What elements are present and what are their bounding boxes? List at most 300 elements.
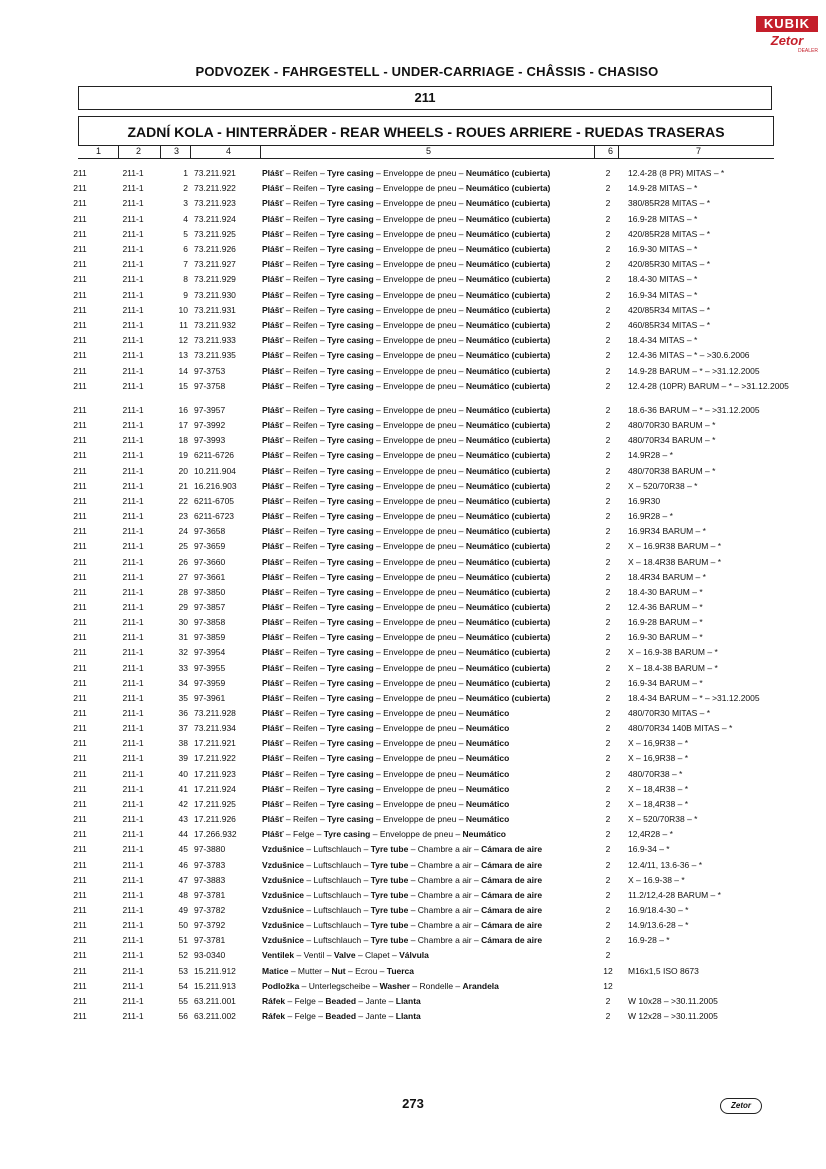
- description-term: Enveloppe de pneu: [383, 244, 457, 254]
- cell-subgroup: 211-1: [122, 289, 144, 300]
- cell-part-number: 16.216.903: [194, 480, 237, 491]
- description-term: Jante: [365, 995, 387, 1006]
- description-term: Enveloppe de pneu: [383, 365, 457, 376]
- cell-group: 211: [73, 420, 87, 431]
- cell-position: 54: [178, 980, 188, 991]
- cell-part-number: 97-3857: [194, 601, 226, 612]
- description-term: Podložka: [262, 980, 300, 991]
- cell-position: 14: [178, 365, 188, 376]
- cell-position: 48: [178, 889, 188, 900]
- cell-description: Plášť – Reifen – Tyre casing – Enveloppe de pneu – Neumático (cubierta): [262, 320, 551, 330]
- cell-group: 211: [73, 198, 87, 209]
- cell-group: 211: [73, 692, 87, 703]
- cell-subgroup: 211-1: [122, 435, 144, 446]
- cell-part-number: 97-3781: [194, 889, 226, 900]
- description-term: Neumático (cubierta): [465, 480, 551, 491]
- cell-note: 480/70R34 140B MITAS – *: [628, 723, 733, 734]
- description-term: Cámara de aire: [481, 920, 543, 931]
- cell-subgroup: 211-1: [122, 213, 144, 224]
- cell-quantity: 2: [605, 168, 611, 178]
- cell-subgroup: 211-1: [122, 844, 144, 855]
- cell-quantity: 2: [605, 950, 611, 961]
- description-term: Plášť: [262, 753, 284, 764]
- description-term: Neumático (cubierta): [465, 365, 551, 376]
- description-term: Neumático (cubierta): [465, 304, 551, 315]
- cell-description: Plášť – Reifen – Tyre casing – Enveloppe de pneu – Neumático (cubierta): [262, 183, 551, 194]
- cell-group: 211: [73, 617, 87, 628]
- description-term: Cámara de aire: [481, 904, 543, 915]
- cell-group: 211: [73, 1011, 87, 1021]
- description-term: Reifen: [293, 571, 318, 582]
- description-term: Felge: [294, 1011, 316, 1021]
- cell-description: Plášť – Reifen – Tyre casing – Enveloppe de pneu – Neumático (cubierta): [262, 259, 551, 270]
- description-term: Reifen: [293, 511, 318, 522]
- description-term: Tyre casing: [327, 511, 374, 522]
- description-term: Tyre tube: [370, 904, 409, 915]
- description-term: Reifen: [293, 198, 318, 209]
- description-term: Neumático (cubierta): [465, 541, 551, 552]
- cell-description: Plášť – Reifen – Tyre casing – Enveloppe de pneu – Neumático: [262, 814, 510, 825]
- cell-subgroup: 211-1: [122, 168, 144, 178]
- col-3: 3: [174, 146, 180, 156]
- cell-part-number: 73.211.932: [194, 320, 236, 330]
- cell-quantity: 2: [605, 844, 611, 855]
- cell-position: 35: [178, 692, 188, 703]
- cell-subgroup: 211-1: [122, 450, 144, 461]
- cell-note: 18.4R34 BARUM – *: [628, 571, 706, 582]
- description-term: Plášť: [262, 168, 284, 178]
- logo-sub: Zetor: [770, 33, 804, 48]
- description-term: Enveloppe de pneu: [383, 783, 457, 794]
- description-term: Enveloppe de pneu: [383, 753, 457, 764]
- cell-note: 380/85R28 MITAS – *: [628, 198, 711, 209]
- description-term: Reifen: [293, 365, 318, 376]
- cell-description: Plášť – Reifen – Tyre casing – Enveloppe de pneu – Neumático (cubierta): [262, 677, 551, 688]
- cell-description: Plášť – Reifen – Tyre casing – Enveloppe de pneu – Neumático: [262, 798, 510, 809]
- description-term: Neumático (cubierta): [465, 320, 551, 330]
- description-term: Neumático (cubierta): [465, 677, 551, 688]
- cell-part-number: 73.211.923: [194, 198, 236, 209]
- description-term: Plášť: [262, 677, 284, 688]
- cell-part-number: 10.211.904: [194, 465, 236, 476]
- description-term: Tyre tube: [370, 920, 409, 931]
- description-term: Reifen: [293, 586, 318, 597]
- description-term: Plášť: [262, 495, 284, 506]
- cell-note: 480/70R38 – *: [628, 768, 683, 779]
- description-term: Tyre casing: [327, 753, 374, 764]
- description-term: Tyre casing: [327, 304, 374, 315]
- cell-description: Podložka – Unterlegscheibe – Washer – Rondelle – Arandela: [262, 980, 499, 991]
- description-term: Neumático: [465, 814, 510, 825]
- cell-group: 211: [73, 920, 87, 931]
- cell-position: 53: [178, 965, 188, 976]
- description-term: Plášť: [262, 798, 284, 809]
- cell-part-number: 63.211.001: [194, 995, 236, 1006]
- cell-note: 16.9-28 – *: [628, 935, 670, 946]
- cell-subgroup: 211-1: [122, 465, 144, 476]
- description-term: Neumático (cubierta): [465, 183, 551, 194]
- description-term: Enveloppe de pneu: [383, 420, 457, 431]
- cell-note: 12.4-28 (10PR) BARUM – * – >31.12.2005: [628, 380, 789, 391]
- description-term: Tyre casing: [327, 495, 374, 506]
- description-term: Vzdušnice: [262, 889, 305, 900]
- cell-quantity: 2: [605, 465, 611, 476]
- cell-quantity: 2: [605, 829, 611, 840]
- description-term: Plášť: [262, 708, 284, 718]
- cell-note: 18.6-36 BARUM – * – >31.12.2005: [628, 405, 760, 415]
- description-term: Enveloppe de pneu: [383, 738, 457, 749]
- cell-part-number: 6211-6705: [194, 495, 235, 506]
- cell-part-number: 73.211.933: [194, 335, 236, 346]
- cell-group: 211: [73, 228, 87, 239]
- description-term: Vzdušnice: [262, 874, 305, 885]
- description-term: Tyre casing: [327, 632, 374, 643]
- cell-group: 211: [73, 335, 87, 346]
- cell-note: 12,4R28 – *: [628, 829, 673, 840]
- description-term: Chambre a air: [417, 935, 472, 946]
- cell-group: 211: [73, 320, 87, 330]
- description-term: Neumático (cubierta): [465, 647, 551, 658]
- description-term: Tyre casing: [327, 320, 374, 330]
- cell-description: Plášť – Reifen – Tyre casing – Enveloppe de pneu – Neumático: [262, 738, 510, 749]
- cell-group: 211: [73, 829, 87, 840]
- cell-position: 38: [178, 738, 188, 749]
- description-term: Reifen: [293, 541, 318, 552]
- cell-subgroup: 211-1: [122, 798, 144, 809]
- description-term: Chambre a air: [417, 920, 472, 931]
- cell-subgroup: 211-1: [122, 920, 144, 931]
- cell-note: 14.9-28 MITAS – *: [628, 183, 698, 194]
- description-term: Tyre casing: [327, 662, 374, 673]
- cell-subgroup: 211-1: [122, 965, 144, 976]
- description-term: Tyre casing: [327, 380, 374, 391]
- description-term: Cámara de aire: [481, 844, 543, 855]
- description-term: Enveloppe de pneu: [383, 289, 457, 300]
- cell-part-number: 17.211.926: [194, 814, 236, 825]
- cell-position: 55: [178, 995, 188, 1006]
- cell-part-number: 97-3658: [194, 526, 226, 537]
- description-term: Plášť: [262, 617, 284, 628]
- cell-note: 12.4/11, 13.6-36 – *: [628, 859, 703, 870]
- cell-group: 211: [73, 244, 87, 254]
- cell-position: 1: [183, 168, 188, 178]
- description-term: Neumático: [465, 768, 510, 779]
- description-term: Plášť: [262, 320, 284, 330]
- description-term: Enveloppe de pneu: [383, 798, 457, 809]
- cell-position: 51: [178, 935, 188, 946]
- cell-part-number: 97-3850: [194, 586, 226, 597]
- cell-position: 47: [178, 874, 188, 885]
- cell-description: Plášť – Reifen – Tyre casing – Enveloppe de pneu – Neumático (cubierta): [262, 692, 551, 703]
- cell-position: 42: [178, 798, 188, 809]
- cell-description: Plášť – Reifen – Tyre casing – Enveloppe de pneu – Neumático (cubierta): [262, 405, 551, 415]
- cell-part-number: 97-3961: [194, 692, 226, 703]
- description-term: Tyre casing: [327, 601, 374, 612]
- description-term: Clapet: [365, 950, 390, 961]
- description-term: Enveloppe de pneu: [383, 601, 457, 612]
- cell-subgroup: 211-1: [122, 874, 144, 885]
- cell-quantity: 2: [605, 904, 611, 915]
- cell-note: X – 16,9R38 – *: [628, 738, 689, 749]
- cell-position: 7: [183, 259, 188, 270]
- cell-description: Plášť – Reifen – Tyre casing – Enveloppe de pneu – Neumático (cubierta): [262, 350, 551, 361]
- cell-position: 5: [183, 228, 188, 239]
- cell-group: 211: [73, 289, 87, 300]
- description-term: Plášť: [262, 244, 284, 254]
- cell-note: 460/85R34 MITAS – *: [628, 320, 711, 330]
- cell-part-number: 97-3880: [194, 844, 226, 855]
- cell-part-number: 17.211.925: [194, 798, 236, 809]
- cell-description: Plášť – Reifen – Tyre casing – Enveloppe de pneu – Neumático (cubierta): [262, 450, 551, 461]
- cell-part-number: 97-3993: [194, 435, 226, 446]
- col-4: 4: [226, 146, 232, 156]
- cell-position: 10: [178, 304, 188, 315]
- column-header: [78, 146, 774, 159]
- cell-description: Plášť – Reifen – Tyre casing – Enveloppe de pneu – Neumático: [262, 783, 510, 794]
- description-term: Vzdušnice: [262, 935, 305, 946]
- page-number: 273: [402, 1096, 424, 1111]
- cell-subgroup: 211-1: [122, 889, 144, 900]
- description-term: Arandela: [462, 980, 499, 991]
- description-term: Reifen: [293, 738, 318, 749]
- cell-quantity: 2: [605, 350, 611, 361]
- cell-description: Plášť – Reifen – Tyre casing – Enveloppe de pneu – Neumático (cubierta): [262, 198, 551, 209]
- description-term: Plášť: [262, 274, 284, 285]
- cell-description: Vzdušnice – Luftschlauch – Tyre tube – Chambre a air – Cámara de aire: [262, 904, 543, 915]
- description-term: Neumático: [465, 723, 510, 734]
- cell-note: 11.2/12,4-28 BARUM – *: [628, 889, 721, 900]
- cell-subgroup: 211-1: [122, 480, 144, 491]
- cell-description: Plášť – Reifen – Tyre casing – Enveloppe de pneu – Neumático (cubierta): [262, 380, 551, 391]
- description-term: Neumático (cubierta): [465, 259, 551, 270]
- cell-group: 211: [73, 405, 87, 415]
- description-term: Tyre tube: [370, 844, 409, 855]
- cell-group: 211: [73, 708, 87, 718]
- description-term: Plášť: [262, 662, 284, 673]
- cell-note: 420/85R30 MITAS – *: [628, 259, 711, 270]
- cell-part-number: 97-3959: [194, 677, 226, 688]
- description-term: Reifen: [293, 350, 318, 361]
- cell-note: X – 16.9-38 BARUM – *: [628, 647, 718, 658]
- cell-quantity: 2: [605, 526, 611, 537]
- cell-position: 45: [178, 844, 188, 855]
- cell-quantity: 2: [605, 289, 611, 300]
- cell-note: 480/70R34 BARUM – *: [628, 435, 716, 446]
- description-term: Enveloppe de pneu: [383, 814, 457, 825]
- description-term: Reifen: [293, 632, 318, 643]
- cell-group: 211: [73, 365, 87, 376]
- cell-position: 8: [183, 274, 188, 285]
- description-term: Ráfek: [262, 995, 286, 1006]
- cell-position: 37: [178, 723, 188, 734]
- description-term: Enveloppe de pneu: [383, 198, 457, 209]
- description-term: Neumático (cubierta): [465, 213, 551, 224]
- description-term: Chambre a air: [417, 874, 472, 885]
- cell-description: Plášť – Reifen – Tyre casing – Enveloppe de pneu – Neumático (cubierta): [262, 480, 551, 491]
- description-term: Plášť: [262, 228, 284, 239]
- cell-quantity: 2: [605, 228, 611, 239]
- cell-description: Vzdušnice – Luftschlauch – Tyre tube – Chambre a air – Cámara de aire: [262, 935, 543, 946]
- cell-position: 16: [178, 405, 188, 415]
- cell-description: Vzdušnice – Luftschlauch – Tyre tube – Chambre a air – Cámara de aire: [262, 859, 543, 870]
- cell-part-number: 73.211.922: [194, 183, 236, 194]
- description-term: Neumático (cubierta): [465, 601, 551, 612]
- cell-group: 211: [73, 465, 87, 476]
- cell-group: 211: [73, 435, 87, 446]
- cell-subgroup: 211-1: [122, 556, 144, 567]
- cell-subgroup: 211-1: [122, 365, 144, 376]
- description-term: Plášť: [262, 526, 284, 537]
- cell-quantity: 2: [605, 647, 611, 658]
- description-term: Luftschlauch: [313, 844, 362, 855]
- cell-group: 211: [73, 601, 87, 612]
- cell-note: 12.4-36 MITAS – * – >30.6.2006: [628, 350, 750, 361]
- description-term: Reifen: [293, 304, 318, 315]
- description-term: Tyre casing: [327, 692, 374, 703]
- cell-position: 25: [178, 541, 188, 552]
- description-term: Enveloppe de pneu: [383, 380, 457, 391]
- cell-part-number: 97-3753: [194, 365, 226, 376]
- cell-group: 211: [73, 859, 87, 870]
- description-term: Neumático (cubierta): [465, 168, 551, 178]
- cell-description: Plášť – Reifen – Tyre casing – Enveloppe de pneu – Neumático (cubierta): [262, 244, 551, 254]
- description-term: Enveloppe de pneu: [383, 662, 457, 673]
- description-term: Enveloppe de pneu: [383, 450, 457, 461]
- cell-quantity: 2: [605, 244, 611, 254]
- description-term: Plášť: [262, 380, 284, 391]
- description-term: Tyre casing: [327, 677, 374, 688]
- description-term: Tuerca: [386, 965, 415, 976]
- cell-quantity: 2: [605, 450, 611, 461]
- description-term: Reifen: [293, 556, 318, 567]
- description-term: Plášť: [262, 586, 284, 597]
- description-term: Tyre casing: [327, 723, 374, 734]
- description-term: Enveloppe de pneu: [383, 495, 457, 506]
- cell-subgroup: 211-1: [122, 632, 144, 643]
- cell-part-number: 6211-6723: [194, 511, 235, 522]
- cell-quantity: 2: [605, 692, 611, 703]
- cell-position: 19: [178, 450, 188, 461]
- description-term: Enveloppe de pneu: [383, 526, 457, 537]
- cell-description: Plášť – Reifen – Tyre casing – Enveloppe de pneu – Neumático (cubierta): [262, 213, 551, 224]
- cell-part-number: 17.211.923: [194, 768, 236, 779]
- cell-subgroup: 211-1: [122, 571, 144, 582]
- description-term: Tyre casing: [327, 350, 374, 361]
- col-2: 2: [136, 146, 142, 156]
- cell-note: 16.9-28 MITAS – *: [628, 213, 698, 224]
- cell-subgroup: 211-1: [122, 995, 144, 1006]
- description-term: Reifen: [293, 228, 318, 239]
- cell-subgroup: 211-1: [122, 935, 144, 946]
- cell-part-number: 73.211.926: [194, 244, 236, 254]
- description-term: Tyre casing: [327, 814, 374, 825]
- cell-position: 50: [178, 920, 188, 931]
- cell-subgroup: 211-1: [122, 526, 144, 537]
- cell-description: Plášť – Reifen – Tyre casing – Enveloppe de pneu – Neumático (cubierta): [262, 511, 551, 522]
- cell-description: Matice – Mutter – Nut – Ecrou – Tuerca: [262, 965, 415, 976]
- cell-part-number: 97-3992: [194, 420, 226, 431]
- description-term: Tyre casing: [327, 274, 374, 285]
- cell-note: X – 16,9R38 – *: [628, 753, 689, 764]
- cell-part-number: 17.211.922: [194, 753, 236, 764]
- description-term: Tyre casing: [327, 335, 374, 346]
- cell-position: 44: [178, 829, 188, 840]
- description-term: Tyre casing: [327, 365, 374, 376]
- cell-note: X – 16.9-38 – *: [628, 874, 685, 885]
- description-term: Tyre casing: [327, 405, 374, 415]
- cell-subgroup: 211-1: [122, 183, 144, 194]
- cell-subgroup: 211-1: [122, 601, 144, 612]
- description-term: Tyre casing: [327, 541, 374, 552]
- description-term: Enveloppe de pneu: [383, 274, 457, 285]
- description-term: Neumático (cubierta): [465, 350, 551, 361]
- cell-note: 16.9-34 – *: [628, 844, 670, 855]
- cell-part-number: 17.266.932: [194, 829, 237, 840]
- description-term: Tyre casing: [323, 829, 371, 840]
- cell-position: 22: [178, 495, 188, 506]
- cell-position: 18: [178, 435, 188, 446]
- description-term: Reifen: [293, 259, 318, 270]
- cell-position: 31: [178, 632, 188, 643]
- description-term: Tyre tube: [370, 935, 409, 946]
- description-term: Neumático: [465, 783, 510, 794]
- description-term: Tyre casing: [327, 738, 374, 749]
- cell-position: 9: [183, 289, 188, 300]
- cell-note: X – 18,4R38 – *: [628, 798, 689, 809]
- cell-description: Plášť – Reifen – Tyre casing – Enveloppe de pneu – Neumático (cubierta): [262, 304, 551, 315]
- description-term: Plášť: [262, 511, 284, 522]
- description-term: Neumático: [465, 798, 510, 809]
- description-term: Reifen: [293, 601, 318, 612]
- cell-position: 34: [178, 677, 188, 688]
- cell-position: 49: [178, 904, 188, 915]
- cell-subgroup: 211-1: [122, 228, 144, 239]
- cell-quantity: 2: [605, 320, 611, 330]
- description-term: Neumático (cubierta): [465, 289, 551, 300]
- description-term: Neumático (cubierta): [465, 335, 551, 346]
- description-term: Enveloppe de pneu: [383, 708, 457, 718]
- cell-note: 16.9R30: [628, 495, 661, 506]
- cell-description: Plášť – Reifen – Tyre casing – Enveloppe de pneu – Neumático (cubierta): [262, 586, 551, 597]
- cell-quantity: 2: [605, 511, 611, 522]
- cell-note: 18.4-34 MITAS – *: [628, 335, 698, 346]
- group-number: 211: [78, 86, 772, 110]
- cell-note: 16.9/18.4-30 – *: [628, 904, 689, 915]
- description-term: Tyre casing: [327, 617, 374, 628]
- description-term: Neumático: [465, 738, 510, 749]
- description-term: Enveloppe de pneu: [383, 320, 457, 330]
- cell-note: W 10x28 – >30.11.2005: [628, 995, 718, 1006]
- description-term: Enveloppe de pneu: [383, 259, 457, 270]
- description-term: Enveloppe de pneu: [383, 511, 457, 522]
- description-term: Neumático (cubierta): [465, 662, 551, 673]
- cell-part-number: 97-3955: [194, 662, 226, 673]
- cell-group: 211: [73, 511, 87, 522]
- cell-subgroup: 211-1: [122, 586, 144, 597]
- cell-quantity: 12: [603, 980, 613, 991]
- cell-note: 18.4-30 BARUM – *: [628, 586, 703, 597]
- description-term: Enveloppe de pneu: [383, 617, 457, 628]
- description-term: Tyre casing: [327, 783, 374, 794]
- description-term: Reifen: [293, 435, 318, 446]
- description-term: Reifen: [293, 617, 318, 628]
- cell-part-number: 73.211.927: [194, 259, 236, 270]
- cell-part-number: 73.211.921: [194, 168, 236, 178]
- cell-part-number: 97-3660: [194, 556, 226, 567]
- description-term: Reifen: [293, 183, 318, 194]
- description-term: Reifen: [293, 213, 318, 224]
- description-term: Mutter: [297, 965, 323, 976]
